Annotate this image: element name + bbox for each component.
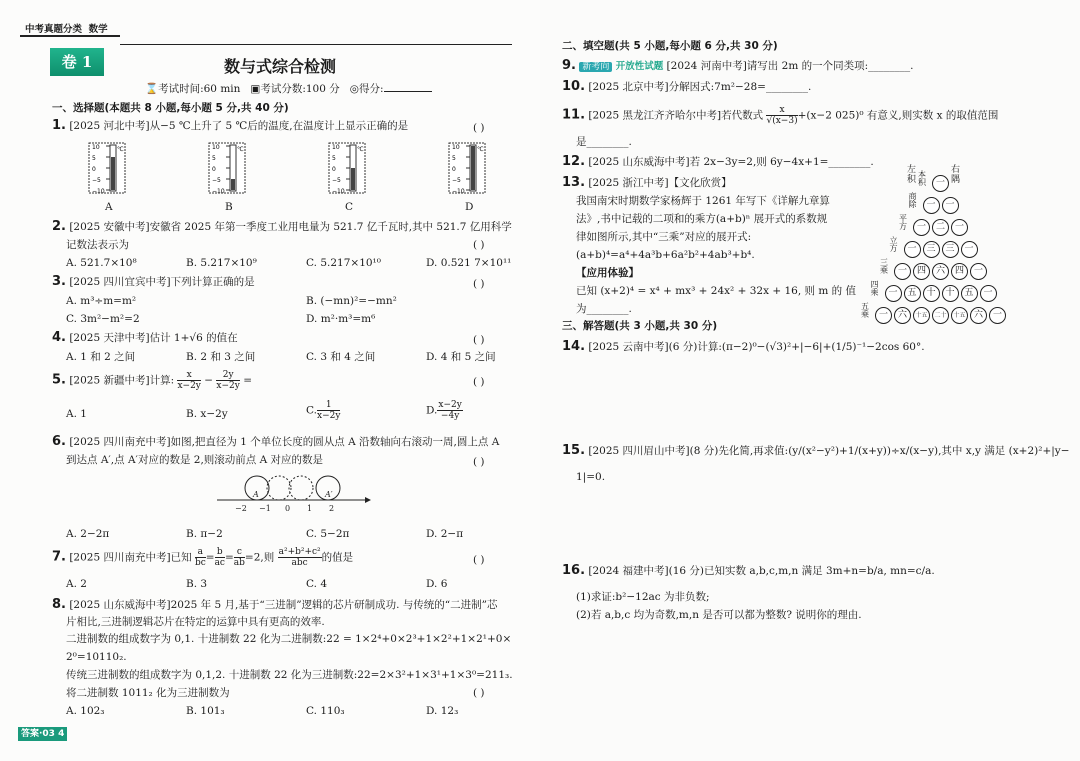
question-8-line4: 2⁰=10110₂. <box>66 651 127 663</box>
q8-option-a[interactable]: A. 102₃ <box>66 705 105 717</box>
triangle-right-top-label: 右隅 <box>951 165 961 185</box>
mercury-column <box>111 157 115 190</box>
tick-label: −10 <box>212 188 225 195</box>
q5-option-d[interactable]: D. $\frac{x-2y}{-4y}$ <box>426 400 462 421</box>
q13-line2: 法》,书中记载的二项和的乘方(a+b)ⁿ 展开式的系数规 <box>576 213 828 225</box>
question-15-line2: 1|=0. <box>576 471 606 483</box>
answer-paren-1: ( ) <box>473 122 485 134</box>
right-page <box>540 0 1080 761</box>
q16-part2: (2)若 a,b,c 均为奇数,m,n 是否可以都为整数? 说明你的理由. <box>576 609 862 621</box>
tick-label: −10 <box>332 188 345 195</box>
q4-option-a[interactable]: A. 1 和 2 之间 <box>66 351 136 363</box>
triangle-cell: 一 <box>932 175 949 192</box>
question-8-line6: 将二进制数 1011₂ 化为三进制数为 <box>66 687 230 699</box>
unit-label: ℃ <box>237 146 244 153</box>
number-line-figure <box>215 470 375 516</box>
q5-option-c[interactable]: C. $\frac{1}{x-2y}$ <box>306 400 341 421</box>
question-11-line2: 是________. <box>576 136 632 148</box>
exam-meta: ⌛考试时间:60 min ▣考试分数:100 分 ◎得分: <box>145 82 432 96</box>
mercury-column <box>231 179 235 190</box>
open-question-tag: 开放性试题 <box>615 61 664 72</box>
q2-option-d[interactable]: D. 0.521 7×10¹¹ <box>426 257 512 269</box>
triangle-cell: 一 <box>970 263 987 280</box>
triangle-cell: 一 <box>951 219 968 236</box>
q3-option-d[interactable]: D. m²·m³=m⁶ <box>306 313 376 325</box>
q8-option-b[interactable]: B. 101₃ <box>186 705 225 717</box>
question-4: 4. [2025 天津中考]估计 1+√6 的值在 <box>52 330 238 345</box>
triangle-cell: 四 <box>913 263 930 280</box>
triangle-cell: 五 <box>904 285 921 302</box>
option-letter-b[interactable]: B <box>225 201 233 213</box>
triangle-row-label: 立方 <box>889 236 898 253</box>
axis-label-neg2: −2 <box>235 504 247 513</box>
tick-label: −10 <box>452 188 465 195</box>
question-10: 10. [2025 北京中考]分解因式:7m²−28=________. <box>562 79 812 94</box>
question-6: 6. [2025 四川南充中考]如图,把直径为 1 个单位长度的圆从点 A 沿数轴向右滚动一周,圆上点 A <box>52 434 500 449</box>
tick-label: −10 <box>92 188 105 195</box>
answer-paren-2: ( ) <box>473 239 485 251</box>
q5-option-a[interactable]: A. 1 <box>66 408 87 420</box>
triangle-cell: 一 <box>904 241 921 258</box>
question-8-line3: 二进制数的组成数字为 0,1. 十进制数 22 化为二进制数:22 = 1×2⁴+0×2³+1×2²+1×2¹+0× <box>66 633 512 645</box>
triangle-cell: 一 <box>942 197 959 214</box>
answer-paren-8: ( ) <box>473 687 485 699</box>
unit-label: ℃ <box>477 146 484 153</box>
axis-label-2: 2 <box>329 504 335 513</box>
axis-label-1: 1 <box>307 504 313 513</box>
triangle-cell: 十五 <box>951 307 968 324</box>
yang-hui-triangle <box>840 160 1040 335</box>
q7-option-a[interactable]: A. 2 <box>66 578 87 590</box>
axis-label-0: 0 <box>285 504 291 513</box>
q8-option-d[interactable]: D. 12₃ <box>426 705 459 717</box>
tick-label: 5 <box>452 155 456 162</box>
unit-label: ℃ <box>357 146 364 153</box>
triangle-cell: 一 <box>923 197 940 214</box>
question-8-line2: 片相比,三进制逻辑芯片在特定的运算中具有更高的效率. <box>66 616 325 628</box>
section-answer: 三、解答题(共 3 小题,共 30 分) <box>562 320 718 332</box>
option-letter-a[interactable]: A <box>105 201 113 213</box>
tick-label: 10 <box>332 144 340 151</box>
triangle-cell: 三 <box>923 241 940 258</box>
q7-option-b[interactable]: B. 3 <box>186 578 208 590</box>
tick-label: 10 <box>212 144 220 151</box>
page-title: 数与式综合检测 <box>223 57 336 76</box>
triangle-row-label: 商除 <box>908 192 917 209</box>
q3-option-b[interactable]: B. (−mn)²=−mn² <box>306 295 397 307</box>
q6-option-a[interactable]: A. 2−2π <box>66 528 110 540</box>
mercury-column <box>351 168 355 190</box>
triangle-cell: 四 <box>951 263 968 280</box>
triangle-cell: 六 <box>932 263 949 280</box>
tick-label: 5 <box>212 155 216 162</box>
question-1: 1. [2025 河北中考]从−5 ℃上升了 5 ℃后的温度,在温度计上显示正确的是 <box>52 118 409 133</box>
section-choice: 一、选择题(本题共 8 小题,每小题 5 分,共 40 分) <box>52 102 289 114</box>
header-rule-left <box>20 35 120 37</box>
q3-option-c[interactable]: C. 3m²−m²=2 <box>66 313 140 325</box>
q13-line4: (a+b)⁴=a⁴+4a³b+6a²b²+4ab³+b⁴. <box>576 249 755 261</box>
answer-paren-4: ( ) <box>473 334 485 346</box>
section-fill: 二、填空题(共 5 小题,每小题 6 分,共 30 分) <box>562 40 778 52</box>
question-2: 2. [2025 安徽中考]安徽省 2025 年第一季度工业用电量为 521.7 亿千瓦时,其中 521.7 亿用科学 <box>52 219 512 234</box>
triangle-cell: 六 <box>970 307 987 324</box>
triangle-cell: 一 <box>894 263 911 280</box>
triangle-row-label: 本积 <box>918 170 926 187</box>
tick-label: 0 <box>452 166 456 173</box>
triangle-cell: 一 <box>875 307 892 324</box>
point-a-label: A <box>253 490 259 499</box>
tick-label: −5 <box>332 177 341 184</box>
q8-option-c[interactable]: C. 110₃ <box>306 705 345 717</box>
tick-label: −5 <box>452 177 461 184</box>
q2-option-b[interactable]: B. 5.217×10⁹ <box>186 257 257 269</box>
tick-label: 5 <box>92 155 96 162</box>
exam-badge: 卷 1 <box>50 48 104 76</box>
q4-option-b[interactable]: B. 2 和 3 之间 <box>186 351 256 363</box>
tick-label: 10 <box>452 144 460 151</box>
q5-option-b[interactable]: B. x−2y <box>186 408 228 420</box>
tick-label: 0 <box>332 166 336 173</box>
tick-label: 5 <box>332 155 336 162</box>
thermometer-d[interactable] <box>448 142 484 195</box>
tick-label: 10 <box>92 144 100 151</box>
q2-option-a[interactable]: A. 521.7×10⁸ <box>66 257 137 269</box>
triangle-cell: 一 <box>885 285 902 302</box>
tick-label: −5 <box>212 177 221 184</box>
new-direction-tag: 新考向 <box>579 62 612 72</box>
triangle-row-label: 五乘 <box>861 302 869 319</box>
triangle-row-label: 平方 <box>899 214 907 231</box>
q4-option-c[interactable]: C. 3 和 4 之间 <box>306 351 376 363</box>
question-8: 8. [2025 山东威海中考]2025 年 5 月,基于“三进制”逻辑的芯片研制成功. 与传统的“二进制”芯 <box>52 597 498 612</box>
thermometer-a[interactable] <box>88 142 124 195</box>
option-letter-d[interactable]: D <box>465 201 474 213</box>
triangle-cell: 六 <box>894 307 911 324</box>
triangle-cell: 二 <box>932 219 949 236</box>
triangle-row-label: 三乘 <box>880 258 888 275</box>
answer-paren-7: ( ) <box>473 554 485 566</box>
triangle-cell: 十 <box>942 285 959 302</box>
answer-paren-5: ( ) <box>473 376 485 388</box>
tick-label: 0 <box>212 166 216 173</box>
question-3: 3. [2025 四川宜宾中考]下列计算正确的是 <box>52 274 255 289</box>
question-14: 14. [2025 云南中考](6 分)计算:(π−2)⁰−(√3)²+|−6|+(1/5)⁻¹−2cos 60°. <box>562 339 925 354</box>
q13-line7: 为________. <box>576 303 632 315</box>
score-icon: ▣ <box>250 83 261 95</box>
q2-option-c[interactable]: C. 5.217×10¹⁰ <box>306 257 381 269</box>
footer-answer-code: 答案·03 4 <box>18 727 67 741</box>
q13-line5: 【应用体验】 <box>576 267 639 279</box>
question-7: 7. [2025 四川南充中考]已知 $\frac{a}{bc}$ = $\frac{b}{ac}$ = $\frac{c}{ab}$ =2,则 $\frac{\text{a²+b²+c²}}{\text{abc}}$ 的值是 <box>52 547 354 568</box>
mercury-column <box>471 146 475 190</box>
triangle-cell: 二十 <box>932 307 949 324</box>
answer-paren-6: ( ) <box>473 456 485 468</box>
question-2-line2: 记数法表示为 <box>66 239 129 251</box>
tick-label: −5 <box>92 177 101 184</box>
question-11: 11. [2025 黑龙江齐齐哈尔中考]若代数式 $\frac{x}{√(x-3)}$ +(x−2 025)⁰ 有意义,则实数 x 的取值范围 <box>562 105 999 126</box>
triangle-row-label: 四乘 <box>870 280 879 297</box>
triangle-cell: 一 <box>980 285 997 302</box>
axis-label-neg1: −1 <box>259 504 271 513</box>
thermometer-b[interactable] <box>208 142 244 195</box>
clock-icon: ⌛ <box>145 83 159 95</box>
question-13: 13. [2025 浙江中考]【文化欣赏】 <box>562 175 732 190</box>
triangle-cell: 十五 <box>913 307 930 324</box>
q6-option-c[interactable]: C. 5−2π <box>306 528 350 540</box>
question-12: 12. [2025 山东威海中考]若 2x−3y=2,则 6y−4x+1=________. <box>562 154 874 169</box>
q7-option-c[interactable]: C. 4 <box>306 578 328 590</box>
q7-option-d[interactable]: D. 6 <box>426 578 448 590</box>
thermometer-c[interactable] <box>328 142 364 195</box>
question-9: 9. 新考向 开放性试题 [2024 河南中考]请写出 2m 的一个同类项:________. <box>562 58 914 73</box>
header-series: 中考真题分类 数学 <box>25 24 108 35</box>
q13-line3: 律如图所示,其中“三乘”对应的展开式: <box>576 231 752 243</box>
q3-option-a[interactable]: A. m³÷m=m² <box>66 295 137 307</box>
triangle-cell: 一 <box>913 219 930 236</box>
question-15: 15. [2025 四川眉山中考](8 分)先化简,再求值:(y/(x²−y²)+1/(x+y))÷x/(x−y),其中 x,y 满足 (x+2)²+|y− <box>562 443 1070 458</box>
q6-option-d[interactable]: D. 2−π <box>426 528 464 540</box>
question-8-line5: 传统三进制数的组成数字为 0,1,2. 十进制数 22 化为三进制数:22=2×3²+1×3¹+1×3⁰=211₃. <box>66 669 513 681</box>
q13-line1: 我国南宋时期数学家杨辉于 1261 年写下《详解九章算 <box>576 195 830 207</box>
q4-option-d[interactable]: D. 4 和 5 之间 <box>426 351 496 363</box>
triangle-cell: 一 <box>961 241 978 258</box>
point-a-prime-label: A′ <box>325 490 333 499</box>
q16-part1: (1)求证:b²−12ac 为非负数; <box>576 591 710 603</box>
question-6-line2: 到达点 A′,点 A′对应的数是 2,则滚动前点 A 对应的数是 <box>66 454 324 466</box>
triangle-cell: 三 <box>942 241 959 258</box>
triangle-left-top-label: 左积 <box>907 165 917 185</box>
target-icon: ◎ <box>349 83 359 95</box>
answer-paren-3: ( ) <box>473 278 485 290</box>
triangle-cell: 一 <box>989 307 1006 324</box>
header-rule-right <box>120 44 512 45</box>
question-5: 5. [2025 新疆中考]计算: $\frac{x}{x-2y}$ − $\frac{2y}{x-2y}$ = <box>52 370 252 391</box>
triangle-cell: 十 <box>923 285 940 302</box>
triangle-cell: 五 <box>961 285 978 302</box>
question-16: 16. [2024 福建中考](16 分)已知实数 a,b,c,m,n 满足 3m+n=b/a, mn=c/a. <box>562 563 935 578</box>
option-letter-c[interactable]: C <box>345 201 354 213</box>
q13-line6: 已知 (x+2)⁴ = x⁴ + mx³ + 24x² + 32x + 16, 则 m 的 值 <box>576 285 857 297</box>
tick-label: 0 <box>92 166 96 173</box>
q6-option-b[interactable]: B. π−2 <box>186 528 223 540</box>
unit-label: ℃ <box>117 146 124 153</box>
